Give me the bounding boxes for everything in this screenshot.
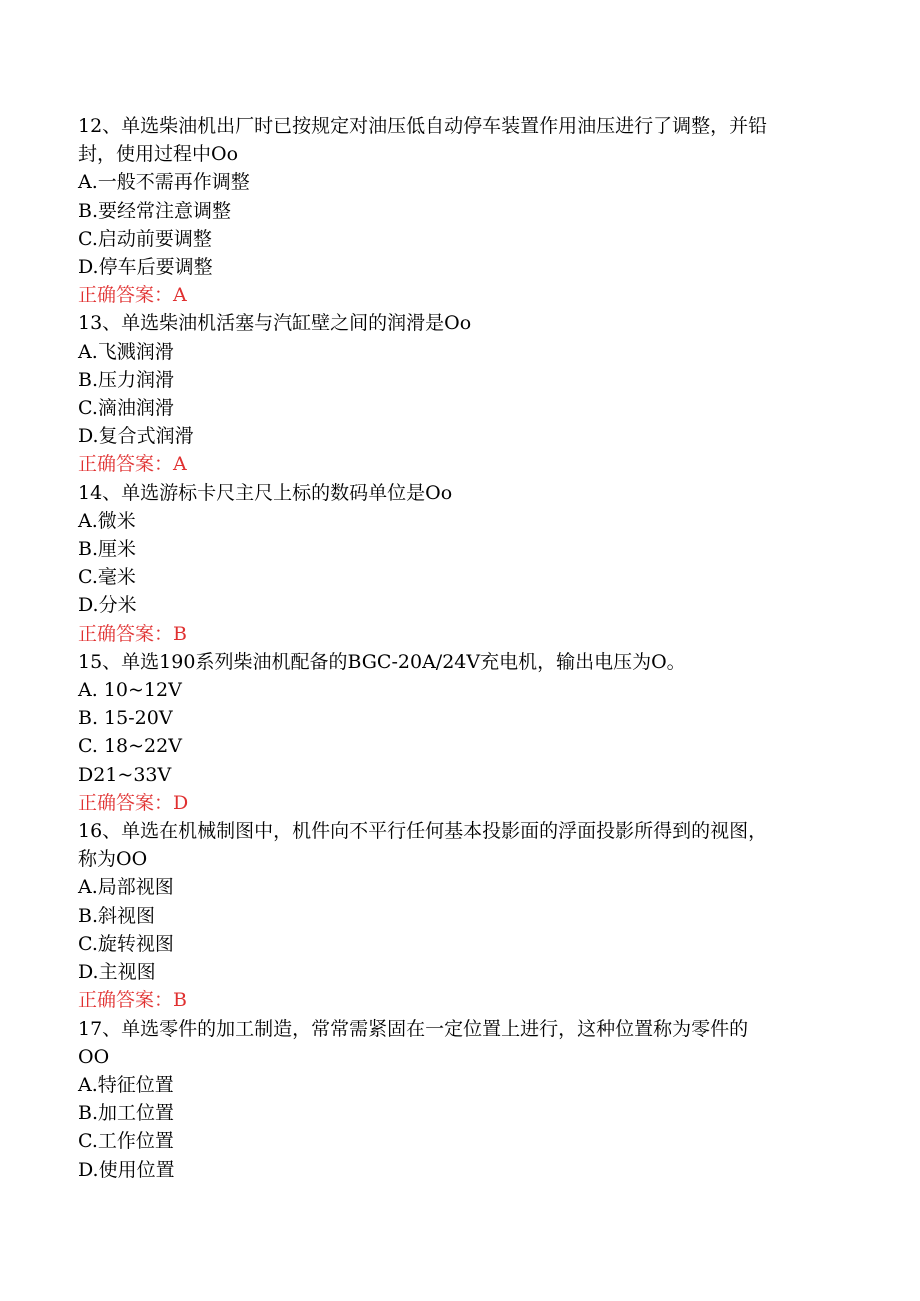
option-a: A.一般不需再作调整 [78, 171, 250, 194]
correct-answer: 正确答案：A [78, 453, 187, 476]
option-d: D.复合式润滑 [78, 425, 194, 448]
option-c: C.滴油润滑 [78, 397, 174, 420]
option-b: B.厘米 [78, 538, 137, 561]
correct-answer: 正确答案：D [78, 791, 189, 814]
option-c: C.旋转视图 [78, 932, 174, 955]
option-b: B. 15-20V [78, 707, 173, 730]
option-a: A.飞溅润滑 [78, 340, 174, 363]
question-stem: 15、单选190系列柴油机配备的BGC-20A/24V充电机，输出电压为O。 [78, 650, 686, 673]
option-a: A.微米 [78, 509, 136, 532]
question-stem: 13、单选柴油机活塞与汽缸壁之间的润滑是Oo [78, 312, 472, 335]
option-b: B.压力润滑 [78, 368, 175, 391]
option-b: B.加工位置 [78, 1102, 175, 1125]
option-d: D.分米 [78, 594, 137, 617]
question-stem: 16、单选在机械制图中，机件向不平行任何基本投影面的浮面投影所得到的视图，称为OO [78, 820, 768, 871]
option-d: D.停车后要调整 [78, 256, 213, 279]
question-16 [78, 817, 848, 1014]
option-a: A.特征位置 [78, 1073, 174, 1096]
correct-answer: 正确答案：A [78, 284, 187, 307]
option-c: C.毫米 [78, 566, 136, 589]
option-d: D21~33V [78, 763, 172, 786]
option-a: A. 10~12V [78, 679, 182, 702]
option-c: C.启动前要调整 [78, 227, 212, 250]
option-d: D.主视图 [78, 961, 156, 984]
question-13 [78, 309, 848, 478]
question-12 [78, 112, 848, 309]
question-14 [78, 479, 848, 648]
correct-answer: 正确答案：B [78, 622, 187, 645]
question-stem: 12、单选柴油机出厂时已按规定对油压低自动停车装置作用油压进行了调整，并铅封，使用过程中Oo [78, 115, 768, 166]
option-b: B.要经常注意调整 [78, 199, 232, 222]
question-17 [78, 1015, 848, 1184]
option-b: B.斜视图 [78, 904, 156, 927]
question-stem: 14、单选游标卡尺主尺上标的数码单位是Oo [78, 481, 453, 504]
option-c: C.工作位置 [78, 1130, 174, 1153]
question-15 [78, 648, 848, 817]
option-d: D.使用位置 [78, 1158, 175, 1181]
question-stem: 17、单选零件的加工制造，常常需紧固在一定位置上进行，这种位置称为零件的OO [78, 1017, 749, 1068]
option-a: A.局部视图 [78, 876, 174, 899]
correct-answer: 正确答案：B [78, 989, 187, 1012]
document-body [78, 112, 848, 1184]
option-c: C. 18~22V [78, 735, 182, 758]
